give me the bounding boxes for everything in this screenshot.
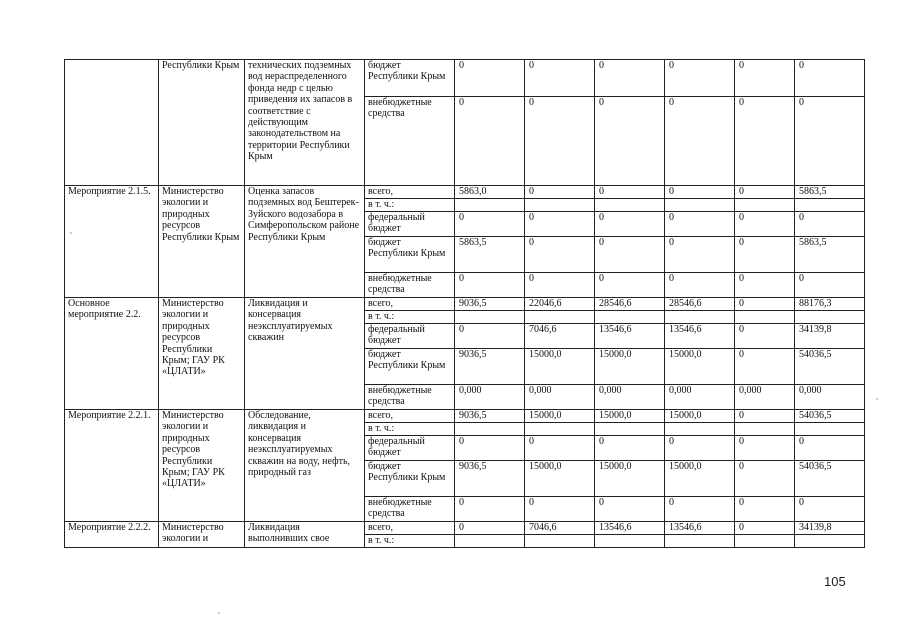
description-cell: Ликвидация и консервация неэксплуатируемых скважин — [245, 298, 365, 410]
value-cell: 0 — [525, 436, 595, 461]
total-cell: 54036,5 — [795, 410, 865, 423]
value-cell: 9036,5 — [455, 349, 525, 385]
value-cell: 0 — [455, 273, 525, 298]
value-cell: 0 — [735, 273, 795, 298]
source-cell: внебюджетные средства — [365, 497, 455, 522]
budget-table — [64, 59, 865, 548]
value-cell: 0 — [665, 497, 735, 522]
value-cell: 0 — [665, 273, 735, 298]
description-cell: технических подземных вод нераспределенного фонда недр с целью приведения их запасов в соответствие с действующим законодательством на территории Республики Крым — [245, 60, 365, 186]
value-cell: 0 — [665, 436, 735, 461]
table-row — [65, 60, 865, 97]
value-cell: 0 — [665, 186, 735, 199]
value-cell: 0 — [735, 97, 795, 186]
measure-cell: Основное мероприятие 2.2. — [65, 298, 159, 410]
value-cell — [595, 423, 665, 436]
source-cell: в т. ч.: — [365, 311, 455, 324]
value-cell: 0,000 — [455, 385, 525, 410]
value-cell: 0 — [735, 522, 795, 535]
value-cell: 0 — [735, 349, 795, 385]
value-cell — [525, 423, 595, 436]
value-cell: 0 — [665, 237, 735, 273]
table-row — [65, 410, 865, 423]
value-cell: 0 — [595, 97, 665, 186]
value-cell: 0 — [595, 212, 665, 237]
value-cell: 15000,0 — [525, 461, 595, 497]
value-cell: 0 — [665, 212, 735, 237]
value-cell — [455, 535, 525, 548]
source-cell: всего, — [365, 522, 455, 535]
value-cell: 9036,5 — [455, 461, 525, 497]
value-cell — [595, 311, 665, 324]
total-cell: 54036,5 — [795, 349, 865, 385]
total-cell: 0 — [795, 497, 865, 522]
value-cell: 0 — [595, 497, 665, 522]
value-cell: 0 — [525, 497, 595, 522]
source-cell: бюджет Республики Крым — [365, 461, 455, 497]
value-cell: 5863,5 — [455, 237, 525, 273]
source-cell: федеральный бюджет — [365, 212, 455, 237]
value-cell: 13546,6 — [665, 522, 735, 535]
value-cell — [665, 535, 735, 548]
value-cell — [735, 199, 795, 212]
value-cell: 0,000 — [735, 385, 795, 410]
table-row — [65, 522, 865, 535]
value-cell: 0 — [595, 273, 665, 298]
value-cell: 15000,0 — [665, 461, 735, 497]
value-cell — [735, 311, 795, 324]
source-cell: федеральный бюджет — [365, 324, 455, 349]
description-cell: Обследование, ликвидация и консервация неэксплуатируемых скважин на воду, нефть, природный газ — [245, 410, 365, 522]
value-cell: 15000,0 — [525, 349, 595, 385]
value-cell: 0,000 — [595, 385, 665, 410]
source-cell: всего, — [365, 298, 455, 311]
value-cell — [455, 311, 525, 324]
value-cell — [525, 311, 595, 324]
value-cell: 0 — [595, 186, 665, 199]
value-cell: 0 — [665, 60, 735, 97]
value-cell: 15000,0 — [595, 410, 665, 423]
value-cell: 0 — [525, 97, 595, 186]
value-cell: 0 — [595, 60, 665, 97]
value-cell: 0 — [455, 436, 525, 461]
value-cell: 0 — [525, 186, 595, 199]
value-cell: 0 — [455, 324, 525, 349]
value-cell: 0 — [735, 497, 795, 522]
value-cell: 9036,5 — [455, 410, 525, 423]
source-cell: бюджет Республики Крым — [365, 237, 455, 273]
value-cell: 0 — [595, 436, 665, 461]
value-cell: 15000,0 — [595, 349, 665, 385]
total-cell — [795, 311, 865, 324]
source-cell: внебюджетные средства — [365, 385, 455, 410]
value-cell: 0 — [525, 212, 595, 237]
source-cell: внебюджетные средства — [365, 273, 455, 298]
value-cell: 0 — [735, 324, 795, 349]
value-cell: 0 — [735, 237, 795, 273]
source-cell: всего, — [365, 410, 455, 423]
value-cell — [455, 423, 525, 436]
total-cell: 0 — [795, 212, 865, 237]
value-cell: 0 — [735, 298, 795, 311]
total-cell: 34139,8 — [795, 522, 865, 535]
value-cell: 22046,6 — [525, 298, 595, 311]
total-cell: 34139,8 — [795, 324, 865, 349]
value-cell — [735, 423, 795, 436]
value-cell — [665, 199, 735, 212]
value-cell: 13546,6 — [595, 522, 665, 535]
executor-cell: Министерство экологии и природных ресурсов Республики Крым — [159, 186, 245, 298]
value-cell: 0 — [735, 186, 795, 199]
source-cell: бюджет Республики Крым — [365, 60, 455, 97]
table-body — [65, 60, 865, 548]
total-cell: 5863,5 — [795, 237, 865, 273]
page-number: 105 — [824, 574, 846, 589]
value-cell — [595, 199, 665, 212]
value-cell: 7046,6 — [525, 522, 595, 535]
total-cell: 0 — [795, 436, 865, 461]
total-cell — [795, 535, 865, 548]
total-cell: 5863,5 — [795, 186, 865, 199]
scan-speck — [218, 612, 220, 614]
table-row — [65, 298, 865, 311]
value-cell: 0 — [455, 212, 525, 237]
value-cell — [525, 199, 595, 212]
measure-cell: Мероприятие 2.2.1. — [65, 410, 159, 522]
executor-cell: Министерство экологии и — [159, 522, 245, 548]
value-cell: 0,000 — [665, 385, 735, 410]
source-cell: в т. ч.: — [365, 423, 455, 436]
value-cell: 0 — [455, 497, 525, 522]
table-row — [65, 186, 865, 199]
value-cell — [665, 311, 735, 324]
value-cell: 28546,6 — [665, 298, 735, 311]
value-cell — [455, 199, 525, 212]
measure-cell: Мероприятие 2.1.5. — [65, 186, 159, 298]
total-cell: 0,000 — [795, 385, 865, 410]
value-cell: 28546,6 — [595, 298, 665, 311]
executor-cell: Министерство экологии и природных ресурсов Республики Крым; ГАУ РК «ЦЛАТИ» — [159, 298, 245, 410]
total-cell: 88176,3 — [795, 298, 865, 311]
value-cell: 0 — [455, 97, 525, 186]
total-cell — [795, 199, 865, 212]
measure-cell — [65, 60, 159, 186]
total-cell — [795, 423, 865, 436]
value-cell: 0 — [665, 97, 735, 186]
source-cell: в т. ч.: — [365, 199, 455, 212]
value-cell: 0 — [525, 60, 595, 97]
value-cell: 9036,5 — [455, 298, 525, 311]
value-cell: 0 — [455, 522, 525, 535]
measure-cell: Мероприятие 2.2.2. — [65, 522, 159, 548]
value-cell: 0 — [735, 461, 795, 497]
value-cell: 0 — [595, 237, 665, 273]
description-cell: Ликвидация выполнивших свое — [245, 522, 365, 548]
value-cell: 5863,0 — [455, 186, 525, 199]
total-cell: 0 — [795, 97, 865, 186]
executor-cell: Республики Крым — [159, 60, 245, 186]
source-cell: бюджет Республики Крым — [365, 349, 455, 385]
value-cell — [735, 535, 795, 548]
value-cell: 15000,0 — [665, 349, 735, 385]
value-cell: 0 — [455, 60, 525, 97]
source-cell: в т. ч.: — [365, 535, 455, 548]
value-cell: 0,000 — [525, 385, 595, 410]
scan-speck — [70, 232, 72, 234]
scan-speck — [876, 398, 878, 400]
source-cell: внебюджетные средства — [365, 97, 455, 186]
total-cell: 0 — [795, 273, 865, 298]
source-cell: всего, — [365, 186, 455, 199]
value-cell: 0 — [525, 273, 595, 298]
total-cell: 54036,5 — [795, 461, 865, 497]
value-cell: 15000,0 — [665, 410, 735, 423]
executor-cell: Министерство экологии и природных ресурсов Республики Крым; ГАУ РК «ЦЛАТИ» — [159, 410, 245, 522]
value-cell — [525, 535, 595, 548]
value-cell: 0 — [735, 436, 795, 461]
value-cell: 15000,0 — [595, 461, 665, 497]
value-cell — [665, 423, 735, 436]
description-cell: Оценка запасов подземных вод Бештерек-Зуйского водозабора в Симферопольском районе Республики Крым — [245, 186, 365, 298]
total-cell: 0 — [795, 60, 865, 97]
value-cell — [595, 535, 665, 548]
value-cell: 0 — [735, 60, 795, 97]
value-cell: 15000,0 — [525, 410, 595, 423]
value-cell: 0 — [735, 212, 795, 237]
source-cell: федеральный бюджет — [365, 436, 455, 461]
value-cell: 13546,6 — [665, 324, 735, 349]
value-cell: 0 — [735, 410, 795, 423]
value-cell: 13546,6 — [595, 324, 665, 349]
value-cell: 0 — [525, 237, 595, 273]
value-cell: 7046,6 — [525, 324, 595, 349]
